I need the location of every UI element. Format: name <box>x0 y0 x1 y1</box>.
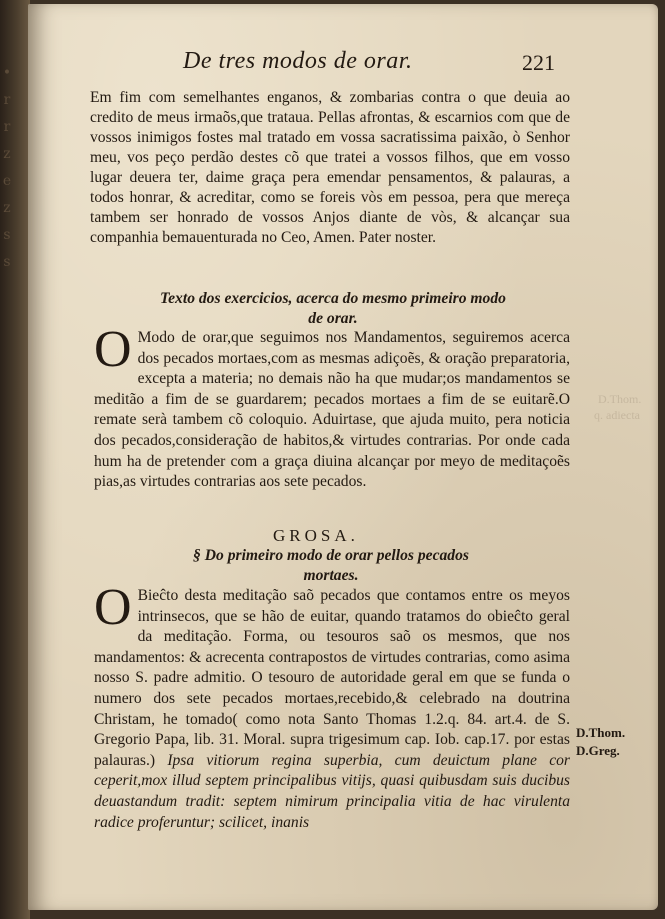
prev-edge-char: s <box>3 254 11 270</box>
show-through-text: q. adiecta <box>594 408 640 422</box>
section-heading-2 <box>136 546 526 586</box>
heading-1-line-2: de orar. <box>308 310 358 327</box>
drop-cap: O <box>94 579 132 636</box>
show-through-text: D.Thom. <box>598 392 642 406</box>
prev-edge-char: • <box>2 65 12 81</box>
paragraph-3 <box>94 579 570 833</box>
prev-edge-char: r <box>3 92 11 108</box>
prev-edge-char: z <box>3 200 11 216</box>
grosa-heading: GROSA. <box>273 526 359 545</box>
margin-note <box>576 724 625 760</box>
drop-cap: O <box>94 321 132 378</box>
latin-quotation: Ipsa vitiorum regina superbia, cum deuictum plane cor ceperit,mox illud septem principalibus vitijs, quasi quibusdam suis ducibus deuastandum tradit: septem nimirum principalia vitia de hac virulenta radice proferuntur; scilicet, inanis <box>94 751 570 831</box>
prev-edge-char: z <box>3 146 11 162</box>
margin-note-gregory: D.Greg. <box>576 743 620 758</box>
section-heading-1 <box>88 289 578 329</box>
prev-edge-char: s <box>3 227 11 243</box>
heading-2-line-2: mortaes. <box>303 567 359 584</box>
previous-page-edge <box>0 60 14 380</box>
heading-2-line-1: § Do primeiro modo de orar pellos pecados <box>193 547 469 564</box>
paragraph-1 <box>90 88 570 248</box>
heading-1-line-1: Texto dos exercicios, acerca do mesmo primeiro modo <box>160 290 506 307</box>
page-number: 221 <box>522 50 555 75</box>
running-title: De tres modos de orar. <box>183 48 413 74</box>
paragraph-1-text: Em fim com semelhantes enganos, & zombarias contra o que deuia ao credito de meus irmaõs,que trataua. Pellas afrontas, & escarnios com que de vossos inimigos fostes mal tratado em vossa sacratissima paixão, ò Senhor meu, vos peço perdão destes cõ que tratei a vossos filhos, que em vosso lugar deuera ter, daime graça pera emendar pensamentos, & palauras, a todos honrar, & acreditar, como se foreis vòs em pessoa, pera que mereça tambem ser honrado de vossos Anjos diante de vòs, & alcançar sua companhia bemauenturada no Ceo, Amen. Pater noster. <box>90 89 570 246</box>
paragraph-2 <box>94 321 570 493</box>
paragraph-2-text: Modo de orar,que seguimos nos Mandamentos, seguiremos acerca dos pecados mortaes,com as mesmas adiçoẽs, & oração preparatoria, excepta a materia; no demais não ha que mudar;os mandamentos se meditão a fim de se guardarem; pecados mortaes a fim de se euitarẽ.O remate serà tambem cõ coloquio. Aduirtase, que ajuda muito, pera noticia dos pecados,consideração de habitos,& virtudes contrarias. Por onde cada hum ha de pretender com a graça diuina alcançar por meyo de meditaçoẽs pias,as virtudes contrarias aos sete pecados. <box>94 329 570 491</box>
paragraph-3-text: Bieĉto desta meditação saõ pecados que contamos entre os meyos intrinsecos, que se hão de euitar, quando tratamos do obieĉto geral da meditação. Forma, ou tesouros saõ os mesmos, que nos mandamentos: & acrecenta contrapostos de virtudes contrarias, como asima nosso S. padre admitio. O tesouro de autoridade geral em que se funda o numero dos sete pecados mortaes,recebido,& celebrado na doutrina Christam, he tomado( como nota Santo Thomas 1.2.q. 84. art.4. de S. Gregorio Papa, lib. 31. Moral. supra trigesimum cap. Iob. cap.17. por estas palauras.) <box>94 587 570 769</box>
prev-edge-char: e <box>2 173 12 189</box>
prev-edge-char: r <box>3 119 11 135</box>
book-page <box>28 4 658 910</box>
margin-note-thomas: D.Thom. <box>576 725 626 740</box>
